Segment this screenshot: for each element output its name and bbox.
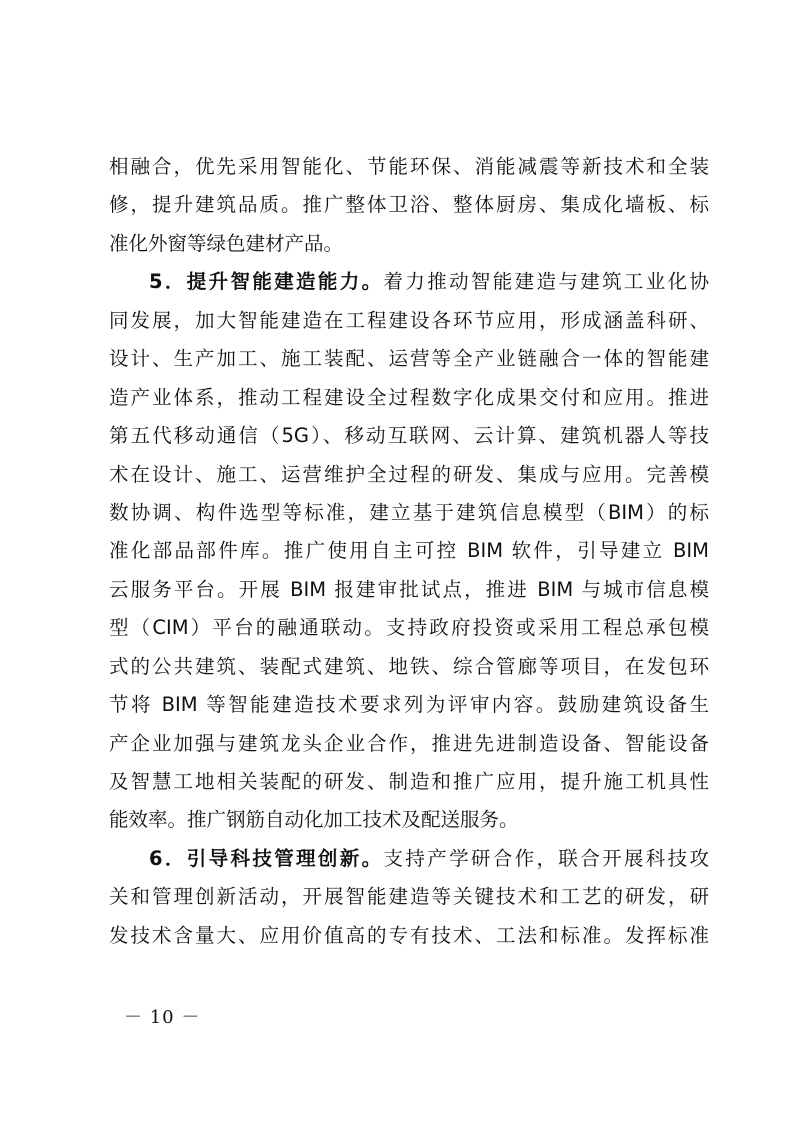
- body-line: 关和管理创新活动，开展智能建造等关键技术和工艺的研发，研: [109, 885, 709, 909]
- body-line: 型（CIM）平台的融通联动。支持政府投资或采用工程总承包模: [109, 616, 709, 640]
- body-line: 准化外窗等绿色建材产品。: [109, 231, 344, 255]
- body-line: 云服务平台。开展 BIM 报建审批试点，推进 BIM 与城市信息模: [109, 577, 709, 601]
- body-line-text: 支持产学研合作，联合开展科技攻: [383, 846, 709, 870]
- section-6-heading: 6．引导科技管理创新。: [149, 846, 384, 870]
- body-line: 相融合，优先采用智能化、节能环保、消能减震等新技术和全装: [109, 155, 709, 178]
- body-line: 造产业体系，推动工程建设全过程数字化成果交付和应用。推进: [109, 385, 709, 409]
- body-line: 及智慧工地相关装配的研发、制造和推广应用，提升施工机具性: [109, 770, 709, 793]
- body-line: 发技术含量大、应用价值高的专有技术、工法和标准。发挥标准: [109, 923, 709, 947]
- document-body: [109, 148, 709, 955]
- section-5-first-line: [109, 263, 709, 301]
- body-line: 准化部品部件库。推广使用自主可控 BIM 软件，引导建立 BIM: [109, 539, 709, 563]
- body-line: 数协调、构件选型等标准，建立基于建筑信息模型（BIM）的标: [109, 500, 709, 524]
- body-line: 式的公共建筑、装配式建筑、地铁、综合管廊等项目，在发包环: [109, 654, 709, 678]
- body-line: 产企业加强与建筑龙头企业合作，推进先进制造设备、智能设备: [109, 731, 709, 755]
- page-number: － 10 －: [124, 1007, 201, 1028]
- body-line: 能效率。推广钢筋自动化加工技术及配送服务。: [109, 808, 519, 832]
- body-line-text: 着力推动智能建造与建筑工业化协: [383, 270, 709, 294]
- body-line: 设计、生产加工、施工装配、运营等全产业链融合一体的智能建: [109, 347, 709, 371]
- body-line: 第五代移动通信（5G）、移动互联网、云计算、建筑机器人等技: [109, 424, 709, 448]
- section-6-first-line: [109, 840, 709, 878]
- body-line: 修，提升建筑品质。推广整体卫浴、整体厨房、集成化墙板、标: [109, 193, 709, 217]
- body-line: 术在设计、施工、运营维护全过程的研发、集成与应用。完善模: [109, 462, 709, 486]
- section-5-heading: 5．提升智能建造能力。: [149, 270, 384, 294]
- body-line: 节将 BIM 等智能建造技术要求列为评审内容。鼓励建筑设备生: [109, 693, 709, 717]
- body-line: 同发展，加大智能建造在工程建设各环节应用，形成涵盖科研、: [109, 308, 709, 332]
